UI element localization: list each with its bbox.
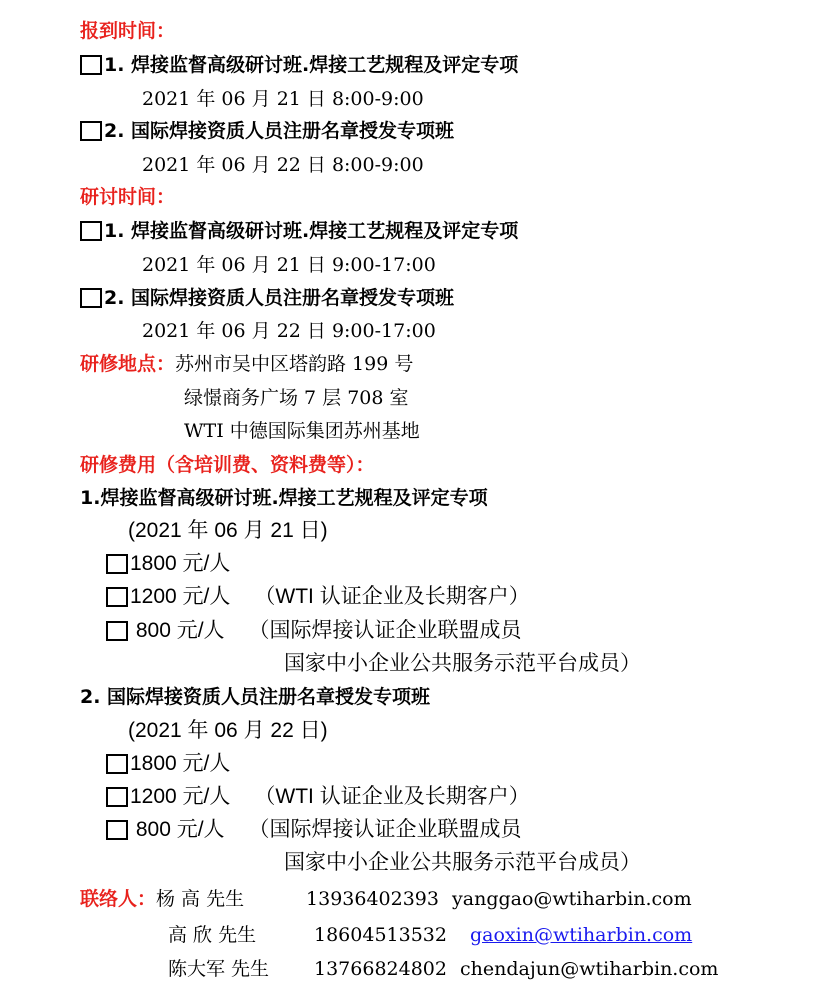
option-note: （国际焊接认证企业联盟成员 — [248, 818, 522, 841]
contact-email[interactable]: chendajun@wtiharbin.com — [460, 958, 719, 980]
course-2-option-2[interactable] — [106, 786, 530, 808]
option-note: （国际焊接认证企业联盟成员 — [248, 619, 522, 642]
checkbox[interactable] — [106, 820, 128, 840]
registration-item-2[interactable] — [80, 120, 454, 142]
checkbox[interactable] — [80, 288, 102, 308]
contact-row-3 — [168, 958, 718, 980]
registration-item-1-label: 1. 焊接监督高级研讨班.焊接工艺规程及评定专项 — [104, 54, 519, 76]
seminar-item-1-date: 2021 年 06 月 21 日 9:00-17:00 — [142, 254, 436, 276]
course-1-option-2[interactable] — [106, 586, 530, 608]
course-1-date: (2021 年 06 月 21 日) — [128, 519, 328, 542]
fees-heading: 研修费用（含培训费、资料费等）： — [80, 454, 375, 476]
registration-item-1[interactable] — [80, 54, 518, 76]
option-price: 800 元/人 — [130, 818, 225, 841]
contact-email[interactable]: yanggao@wtiharbin.com — [452, 888, 692, 910]
checkbox[interactable] — [106, 787, 128, 807]
registration-item-1-date: 2021 年 06 月 21 日 8:00-9:00 — [142, 88, 424, 110]
course-2-option-3[interactable] — [106, 819, 522, 841]
option-price: 800 元/人 — [130, 619, 225, 642]
course-1-note-continued: 国家中小企业公共服务示范平台成员） — [284, 652, 641, 675]
option-price: 1200 元/人 — [130, 785, 231, 808]
option-note: （WTI 认证企业及长期客户） — [254, 785, 530, 808]
seminar-item-2-date: 2021 年 06 月 22 日 9:00-17:00 — [142, 320, 436, 342]
registration-item-2-date: 2021 年 06 月 22 日 8:00-9:00 — [142, 154, 424, 176]
contact-name: 陈大军 先生 — [168, 958, 270, 980]
option-note: （WTI 认证企业及长期客户） — [254, 585, 530, 608]
seminar-item-2-label: 2. 国际焊接资质人员注册名章授发专项班 — [104, 287, 455, 309]
contact-phone: 13936402393 — [306, 888, 439, 910]
seminar-item-2[interactable] — [80, 287, 454, 309]
location-row — [80, 353, 413, 375]
location-heading: 研修地点： — [80, 353, 176, 375]
checkbox[interactable] — [106, 587, 128, 607]
course-1-option-3[interactable] — [106, 620, 522, 642]
registration-heading: 报到时间： — [80, 20, 176, 42]
location-line-2: 绿憬商务广场 7 层 708 室 — [184, 387, 409, 409]
course-2-title: 2. 国际焊接资质人员注册名章授发专项班 — [80, 686, 431, 708]
checkbox[interactable] — [80, 221, 102, 241]
contacts-heading: 联络人： — [80, 888, 157, 910]
location-line-1: 苏州市吴中区塔韵路 199 号 — [175, 353, 414, 375]
registration-item-2-label: 2. 国际焊接资质人员注册名章授发专项班 — [104, 120, 455, 142]
seminar-item-1-label: 1. 焊接监督高级研讨班.焊接工艺规程及评定专项 — [104, 220, 519, 242]
checkbox[interactable] — [80, 121, 102, 141]
option-price: 1800 元/人 — [130, 752, 231, 775]
location-line-3: WTI 中德国际集团苏州基地 — [184, 420, 420, 442]
course-2-note-continued: 国家中小企业公共服务示范平台成员） — [284, 851, 641, 874]
course-1-option-1[interactable] — [106, 553, 230, 575]
contact-phone: 13766824802 — [314, 958, 447, 980]
contact-row-1 — [80, 888, 692, 910]
contact-phone: 18604513532 — [314, 924, 447, 946]
course-2-option-1[interactable] — [106, 753, 230, 775]
contact-name: 杨 高 先生 — [156, 888, 245, 910]
contact-row-2 — [168, 924, 692, 946]
checkbox[interactable] — [106, 621, 128, 641]
checkbox[interactable] — [106, 754, 128, 774]
course-2-date: (2021 年 06 月 22 日) — [128, 719, 328, 742]
checkbox[interactable] — [106, 554, 128, 574]
contact-email-link[interactable]: gaoxin@wtiharbin.com — [470, 924, 693, 946]
contact-name: 高 欣 先生 — [168, 924, 257, 946]
seminar-item-1[interactable] — [80, 220, 518, 242]
option-price: 1200 元/人 — [130, 585, 231, 608]
seminar-heading: 研讨时间： — [80, 186, 176, 208]
course-1-title: 1.焊接监督高级研讨班.焊接工艺规程及评定专项 — [80, 487, 488, 509]
option-price: 1800 元/人 — [130, 552, 231, 575]
checkbox[interactable] — [80, 55, 102, 75]
